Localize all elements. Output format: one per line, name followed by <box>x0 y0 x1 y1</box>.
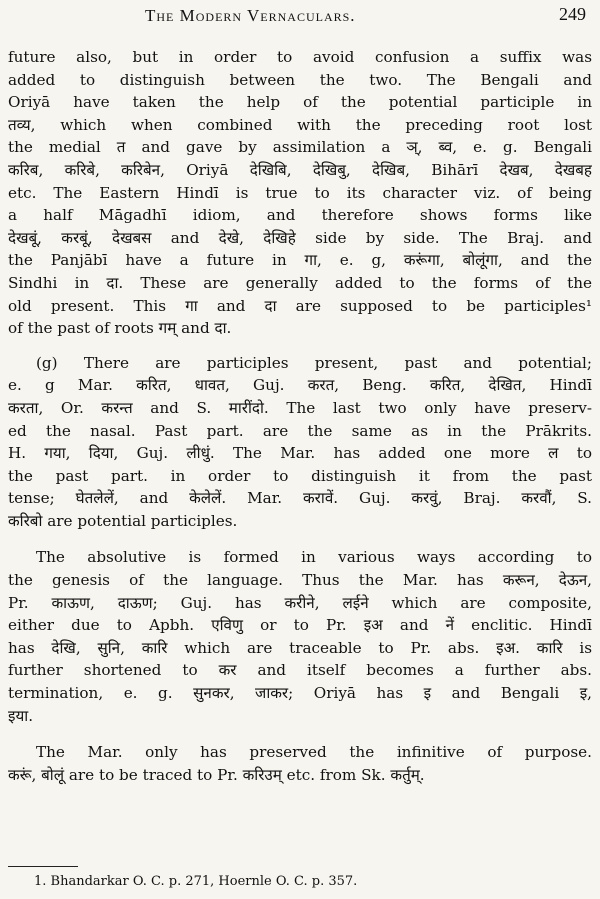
text-line: the genesis of the language. Thus the Mar. has करून, देऊन, <box>8 571 592 590</box>
text-line: करता, Or. करन्त and S. मारींदो. The last two only have preserv- <box>8 398 592 417</box>
running-title: The Modern Vernaculars. <box>145 6 356 25</box>
footnote: 1. Bhandarkar O. C. p. 271, Hoernle O. C. p. 357. <box>34 874 358 889</box>
text-line: has देखि, सुनि, कारि which are traceable to Pr. abs. इअ. कारि is <box>8 638 592 657</box>
text-line: further shortened to कर and itself becomes a further abs. <box>8 661 592 680</box>
text-line: इया. <box>8 706 34 725</box>
paragraph-future-tense <box>8 46 592 340</box>
text-line: करिब, करिबे, करिबेन, Oriyā देखिबि, देखिबु, देखिब, Bihārī देखब, देखबह <box>8 160 592 179</box>
text-line: the past part. in order to distinguish it from the past <box>8 466 592 485</box>
page-header <box>0 4 600 30</box>
text-line: Pr. काऊण, दाऊण; Guj. has करीने, लईने which are composite, <box>8 593 592 612</box>
text-line: a half Māgadhī idiom, and therefore shows forms like <box>8 206 592 225</box>
text-line: added to distinguish between the two. The Bengali and <box>8 70 592 89</box>
text-line: termination, e. g. सुनकर, जाकर; Oriyā has इ and Bengali इ, <box>8 684 592 703</box>
text-line: (g) There are participles present, past and potential; <box>36 353 592 372</box>
text-line: the Panjābī have a future in गा, e. g, करूंगा, बोलूंगा, and the <box>8 251 592 270</box>
page-body <box>8 46 592 786</box>
text-line: करिबो are potential participles. <box>8 511 238 530</box>
text-line: etc. The Eastern Hindī is true to its character viz. of being <box>8 183 592 202</box>
footnote-divider <box>8 866 78 867</box>
page-number: 249 <box>559 4 586 24</box>
text-line: करूं, बोलूं are to be traced to Pr. करिउम् etc. from Sk. कर्तुम्. <box>8 765 425 784</box>
text-line: The absolutive is formed in various ways according to <box>36 548 592 567</box>
text-line: Sindhi in दा. These are generally added to the forms of the <box>8 273 592 292</box>
text-line: either due to Apbh. एविणु or to Pr. इअ and नें enclitic. Hindī <box>8 616 592 635</box>
paragraph-participles <box>8 352 592 533</box>
text-line: future also, but in order to avoid confusion a suffix was <box>8 48 592 66</box>
text-line: old present. This गा and दा are supposed to be participles¹ <box>8 296 592 315</box>
paragraph-absolutive <box>8 546 592 727</box>
text-line: tense; घेतलेलें, and केलेलें. Mar. करावें. Guj. करवुं, Braj. करवौं, S. <box>8 489 592 508</box>
text-line: देखबूं, करबूं, देखबस and देखे, देखिहे side by side. The Braj. and <box>8 228 592 247</box>
text-line: The Mar. only has preserved the infinitive of purpose. <box>36 743 592 762</box>
text-line: Oriyā have taken the help of the potential participle in <box>8 93 592 112</box>
text-line: the medial त and gave by assimilation a ञ्, ब्व, e. g. Bengali <box>8 138 592 157</box>
text-line: H. गया, दिया, Guj. लीधुं. The Mar. has added one more ल to <box>8 444 592 463</box>
text-line: तव्य, which when combined with the preceding root lost <box>8 115 592 134</box>
text-line: ed the nasal. Past part. are the same as in the Prākrits. <box>8 421 592 440</box>
paragraph-infinitive <box>8 741 592 786</box>
text-line: of the past of roots गम् and दा. <box>8 319 232 338</box>
text-line: e. g Mar. करित, धावत, Guj. करत, Beng. करित, देखित, Hindī <box>8 376 592 395</box>
